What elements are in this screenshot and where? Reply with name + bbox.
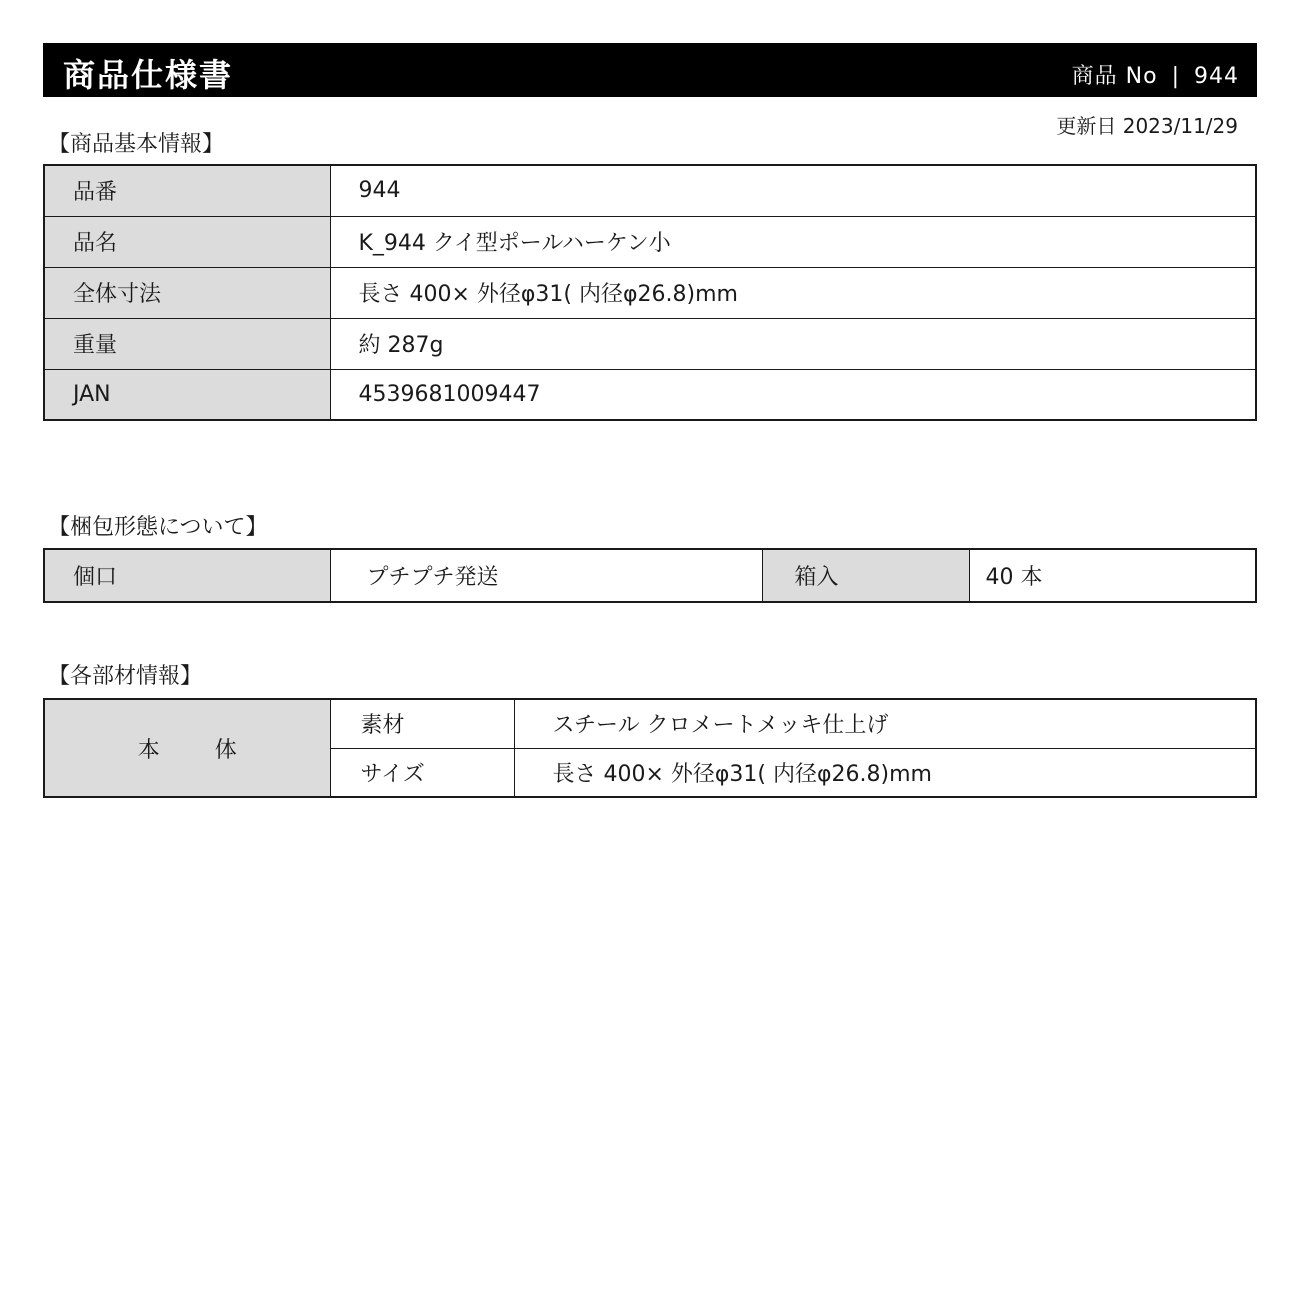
packing-value-units: プチプチ発送: [330, 549, 762, 602]
parts-heading: 【各部材情報】: [48, 664, 203, 689]
packing-heading: 【梱包形態について】: [48, 515, 268, 540]
packing-value-box: 40 本: [969, 549, 1256, 602]
row-label: 重量: [44, 318, 330, 369]
product-no-label: 商品 No: [1071, 64, 1158, 89]
basic-info-heading: 【商品基本情報】: [48, 132, 225, 157]
row-label: 素材: [330, 699, 514, 748]
table-row: [44, 216, 1256, 267]
row-value: K_944 クイ型ポールハーケン小: [330, 216, 1256, 267]
row-value: 4539681009447: [330, 369, 1256, 420]
product-no-separator: |: [1171, 64, 1180, 89]
table-row: [44, 165, 1256, 216]
table-row: [44, 318, 1256, 369]
basic-info-table: [43, 164, 1257, 421]
product-number: [1072, 59, 1239, 90]
updated-date: 更新日 2023/11/29: [1056, 114, 1238, 138]
row-label: 全体寸法: [44, 267, 330, 318]
row-value: スチール クロメートメッキ仕上げ: [514, 699, 1256, 748]
row-value: 長さ 400× 外径φ31( 内径φ26.8)mm: [514, 748, 1256, 797]
page-title: 商品仕様書: [63, 56, 234, 94]
packing-table: [43, 548, 1257, 603]
table-row: [44, 549, 1256, 602]
row-label: JAN: [44, 369, 330, 420]
row-label: 品名: [44, 216, 330, 267]
row-value: 944: [330, 165, 1256, 216]
packing-label-units: 個口: [44, 549, 330, 602]
part-name: 本 体: [44, 699, 330, 797]
table-row: [44, 699, 1256, 748]
packing-label-box: 箱入: [762, 549, 969, 602]
table-row: [44, 267, 1256, 318]
parts-table: [43, 698, 1257, 798]
product-no-value: 944: [1194, 64, 1239, 89]
row-value: 長さ 400× 外径φ31( 内径φ26.8)mm: [330, 267, 1256, 318]
title-bar: [43, 43, 1257, 97]
row-value: 約 287g: [330, 318, 1256, 369]
row-label: サイズ: [330, 748, 514, 797]
row-label: 品番: [44, 165, 330, 216]
table-row: [44, 369, 1256, 420]
